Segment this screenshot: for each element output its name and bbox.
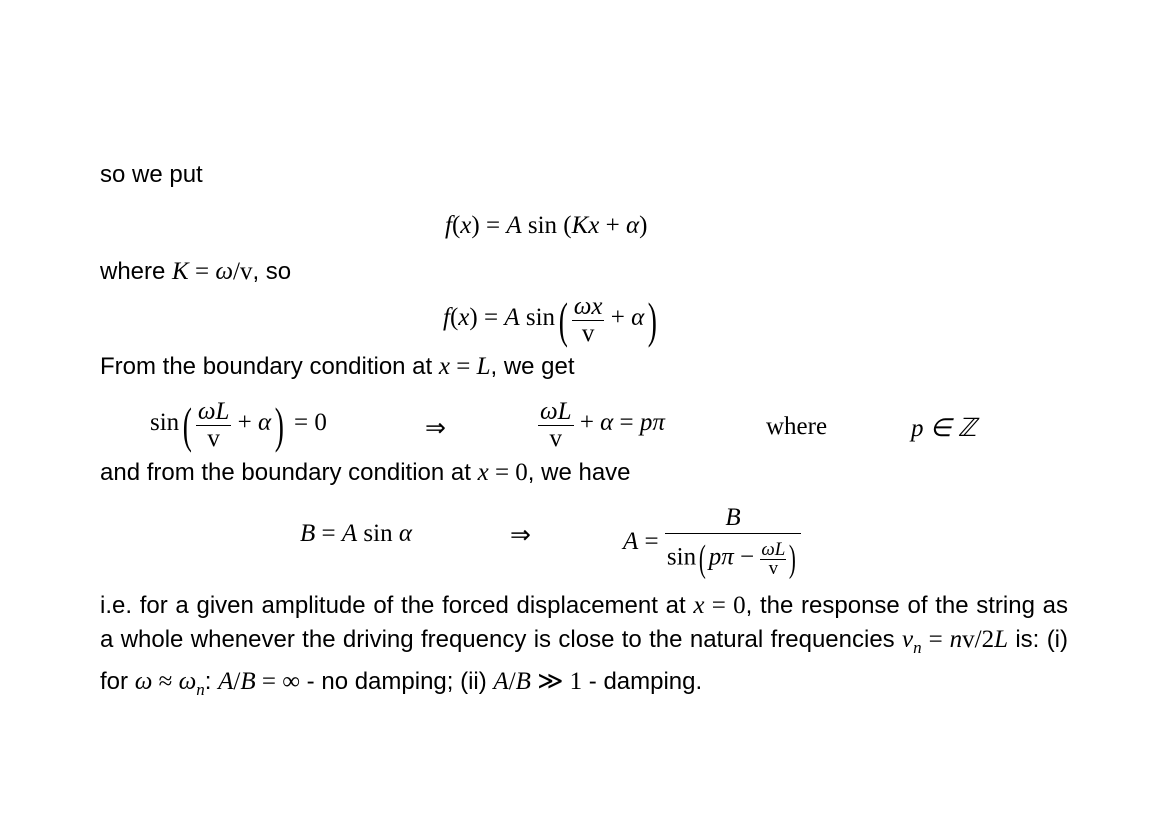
implies-arrow: ⇒ [425,415,446,442]
equation-f-sin-omega: f(x) = A sin( $\frac{\omega x}{v}$ + α) [443,291,658,348]
equation-B: B = A sin α [300,520,412,547]
p-in-integers: p ∈ ℤ [911,415,977,442]
text-line-boundary-zero: and from the boundary condition at x = 0, we have [100,459,631,486]
conclusion-paragraph: i.e. for a given amplitude of the forced displacement at x = 0, the response of the string as a whole whenever the driving frequency is close to the natural frequencies $\nu_n = nv/2L$ is: (i) for $\omega \approx \omega_n$: A/B = ∞ - no damping; (ii) A/B ≫ 1 - damping. [100,592,1069,699]
implies-arrow-2: ⇒ [510,522,531,549]
equation-p-pi: $\frac{\omega L}{v}$ + α = pπ [540,398,665,452]
equation-sin-zero: sin( $\frac{\omega L}{v}$ + α) = 0 [150,396,327,453]
text-line-where-K: where K = ω/v, so [100,258,292,285]
equation-f-sin: f(x) = A sin (Kx + α) [445,212,648,239]
text-line-so-we-put: so we put [100,161,203,188]
where-label: where [766,413,828,440]
equation-A: A = B sin( pπ − $\frac{\omega L}{v}$ ) [623,503,801,584]
text-line-boundary-L: From the boundary condition at x = L, we get [100,353,575,380]
